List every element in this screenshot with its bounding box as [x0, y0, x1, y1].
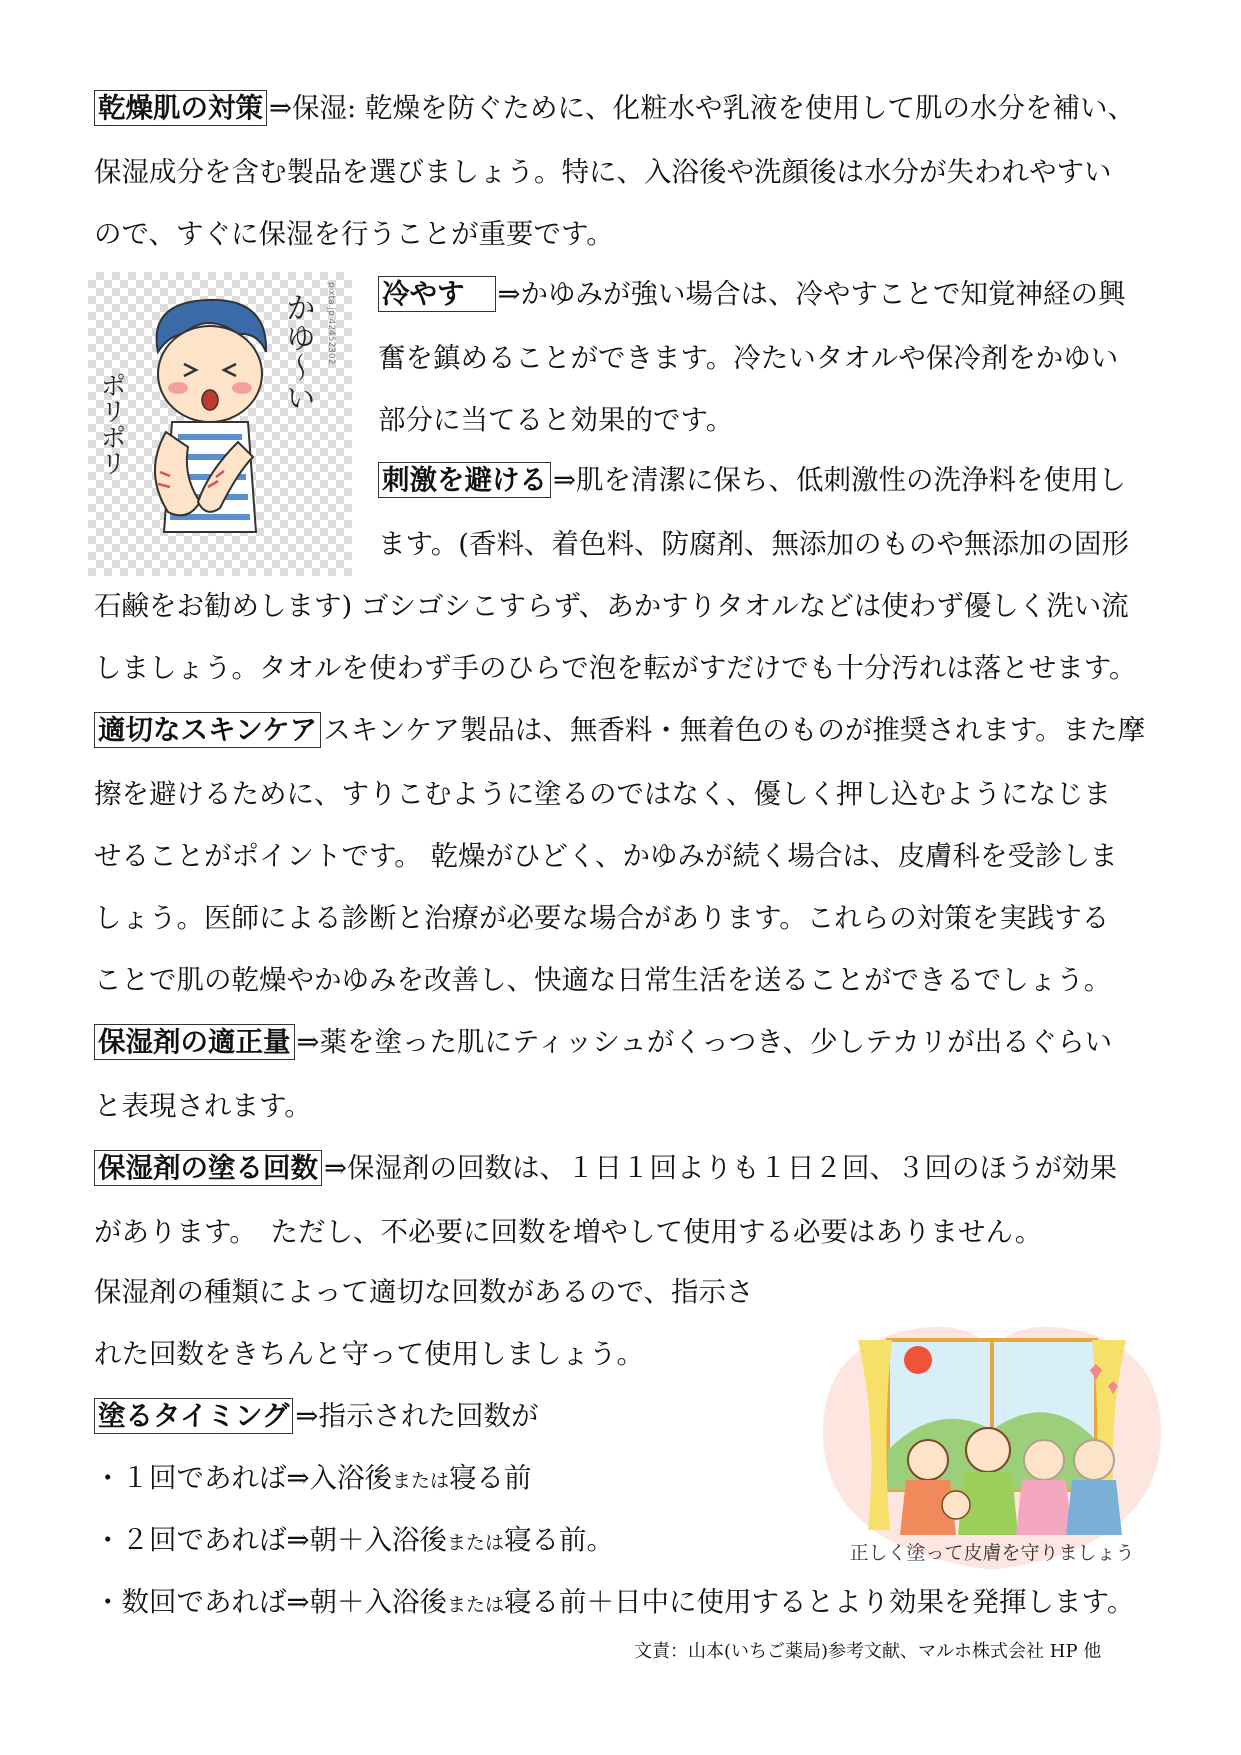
- credit-line: 文責：山本(いちご薬局)参考文献、マルホ株式会社 HP 他: [634, 1641, 1102, 1662]
- frequency-line-1: [94, 1148, 1117, 1188]
- skincare-keyword: 適切なスキンケア: [94, 712, 321, 748]
- irritation-keyword: 刺激を避ける: [378, 462, 551, 498]
- skincare-text-2: 擦を避けるために、すりこむように塗るのではなく、優しく押し込むようになじま: [94, 778, 1111, 810]
- timing-bullet-2: [94, 1520, 614, 1563]
- skincare-line-1: [94, 710, 1145, 750]
- timing-bullet-2-small: または: [447, 1532, 505, 1554]
- frequency-text-2: があります。 ただし、不必要に回数を増やして使用する必要はありません。: [94, 1216, 1043, 1248]
- timing-bullet-3: [94, 1582, 1134, 1625]
- kayui-text: かゆ〜い: [280, 292, 315, 412]
- amount-keyword: 保湿剤の適正量: [94, 1024, 295, 1060]
- cooling-line-1: [378, 274, 1126, 314]
- irritation-text-3: 石鹸をお勧めします) ゴシゴシこすらず、あかすりタオルなどは使わず優しく洗い流: [94, 590, 1129, 622]
- cooling-text-2: 奮を鎮めることができます。冷たいタオルや保冷剤をかゆい: [378, 342, 1119, 374]
- cooling-text-1: ⇒かゆみが強い場合は、冷やすことで知覚神経の興: [497, 278, 1126, 310]
- timing-bullet-1-pre: ・１回であれば⇒入浴後: [94, 1462, 393, 1494]
- dry-skin-line-1: [94, 88, 1135, 128]
- timing-bullet-1: [94, 1458, 532, 1501]
- skincare-text-5: ことで肌の乾燥やかゆみを改善し、快適な日常生活を送ることができるでしょう。: [94, 964, 1112, 996]
- itchy-child-illustration: [88, 272, 352, 576]
- timing-bullet-2-pre: ・２回であれば⇒朝＋入浴後: [94, 1524, 448, 1556]
- amount-text-2: と表現されます。: [94, 1090, 312, 1122]
- timing-bullet-2-post: 寝る前。: [504, 1524, 615, 1556]
- timing-bullet-3-pre: ・数回であれば⇒朝＋入浴後: [94, 1586, 448, 1618]
- cooling-keyword: 冷やす: [378, 276, 496, 312]
- family-caption: 正しく塗って皮膚を守りましょう: [849, 1542, 1135, 1564]
- irritation-text-2: ます。(香料、着色料、防腐剤、無添加のものや無添加の固形: [378, 528, 1130, 560]
- timing-bullet-1-post: 寝る前: [449, 1462, 532, 1494]
- poripori-text: ポリポリ: [96, 372, 126, 476]
- dry-skin-text-3: ので、すぐに保湿を行うことが重要です。: [94, 218, 614, 250]
- dry-skin-keyword: 乾燥肌の対策: [94, 90, 267, 126]
- amount-text-1: ⇒薬を塗った肌にティッシュがくっつき、少しテカリが出るぐらい: [296, 1026, 1113, 1058]
- timing-text-1: ⇒指示された回数が: [295, 1400, 539, 1432]
- irritation-text-4: しましょう。タオルを使わず手のひらで泡を転がすだけでも十分汚れは落とせます。: [94, 652, 1137, 684]
- frequency-text-1: ⇒保湿剤の回数は、１日１回よりも１日２回、３回のほうが効果: [324, 1152, 1118, 1184]
- skincare-text-4: しょう。医師による診断と治療が必要な場合があります。これらの対策を実践する: [94, 902, 1110, 934]
- stock-watermark: pixta.jp 42452302: [326, 282, 336, 365]
- skincare-text-3: せることがポイントです。 乾燥がひどく、かゆみが続く場合は、皮膚科を受診しま: [94, 840, 1118, 872]
- timing-keyword: 塗るタイミング: [94, 1398, 293, 1434]
- frequency-text-4: れた回数をきちんと守って使用しましょう。: [94, 1338, 644, 1370]
- amount-line-1: [94, 1022, 1112, 1062]
- dry-skin-text-1: ⇒保湿: 乾燥を防ぐために、化粧水や乳液を使用して肌の水分を補い、: [269, 92, 1136, 124]
- dry-skin-text-2: 保湿成分を含む製品を選びましょう。特に、入浴後や洗顔後は水分が失われやすい: [94, 156, 1112, 188]
- frequency-text-3: 保湿剤の種類によって適切な回数があるので、指示さ: [94, 1276, 754, 1308]
- cooling-text-3: 部分に当てると効果的です。: [378, 404, 734, 436]
- timing-bullet-3-small: または: [447, 1594, 505, 1616]
- skincare-text-1: スキンケア製品は、無香料・無着色のものが推奨されます。また摩: [323, 714, 1146, 746]
- frequency-keyword: 保湿剤の塗る回数: [94, 1150, 322, 1186]
- timing-bullet-1-small: または: [392, 1470, 450, 1492]
- timing-bullet-3-post: 寝る前＋日中に使用するとより効果を発揮します。: [504, 1586, 1135, 1618]
- irritation-text-1: ⇒肌を清潔に保ち、低刺激性の洗浄料を使用し: [553, 464, 1127, 496]
- family-illustration: [818, 1310, 1166, 1578]
- irritation-line-1: [378, 460, 1126, 500]
- timing-line-1: [94, 1396, 538, 1436]
